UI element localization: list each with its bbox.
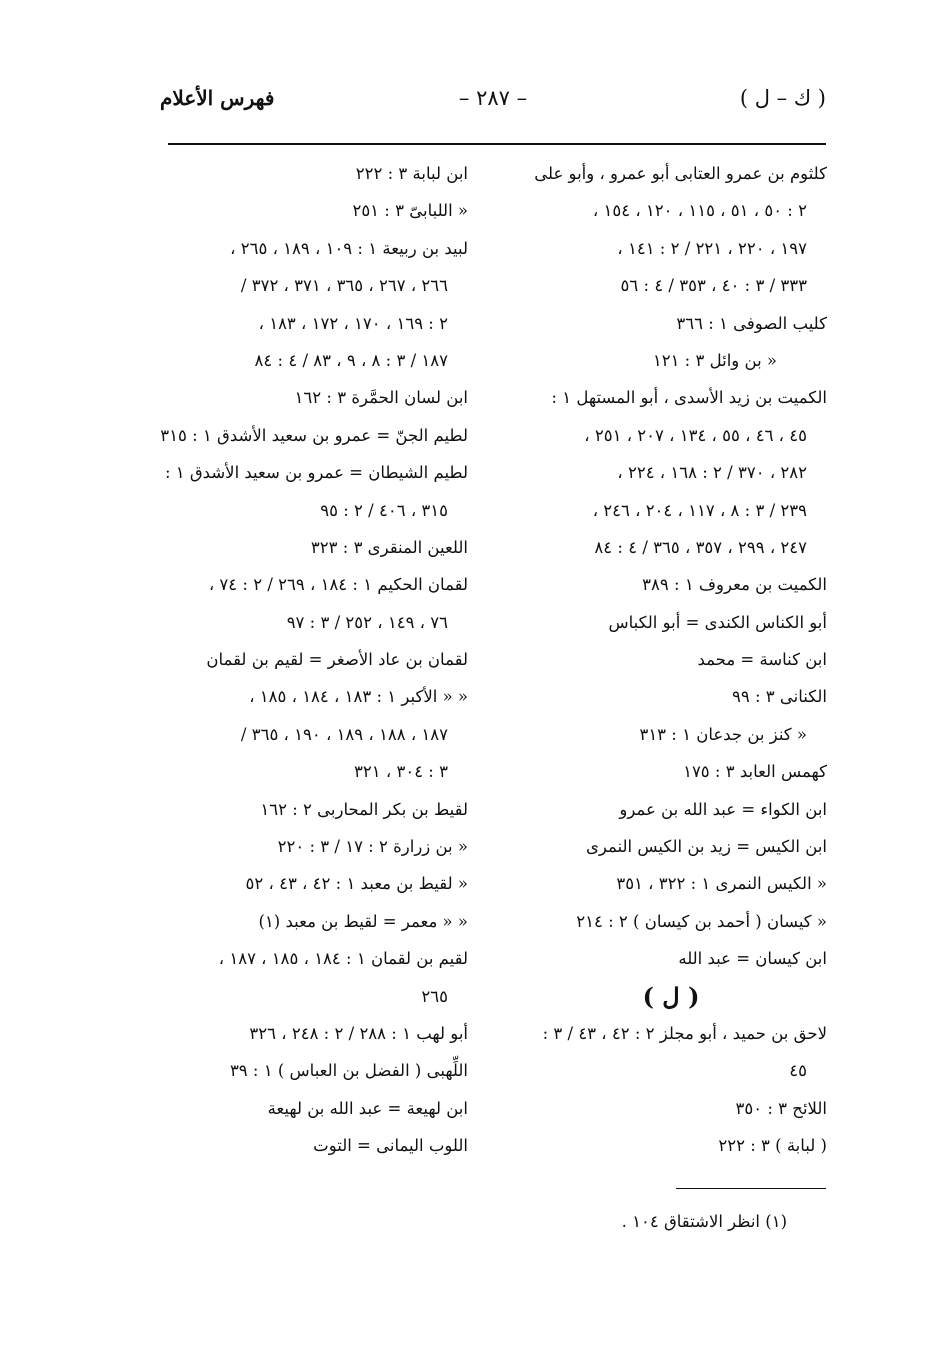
index-entry: ٧٦ ، ١٤٩ ، ٢٥٢ / ٣ : ٩٧ — [286, 612, 448, 632]
index-entry: لقمان بن عاد الأصغر = لقيم بن لقمان — [206, 650, 468, 670]
index-title: فهرس الأعلام — [160, 86, 275, 110]
index-entry: ١٨٧ ، ١٨٨ ، ١٨٩ ، ١٩٠ ، ٣٦٥ / — [240, 724, 448, 744]
index-entry: كليب الصوفى ١ : ٣٦٦ — [676, 313, 827, 333]
index-entry: لقيط بن بكر المحاربى ٢ : ١٦٢ — [260, 799, 468, 819]
index-entry: اللعين المنقرى ٣ : ٣٢٣ — [310, 537, 468, 557]
index-entry: ٢٣٩ / ٣ : ٨ ، ١١٧ ، ٢٠٤ ، ٢٤٦ ، — [592, 500, 807, 520]
index-entry: ابن الكواء = عبد الله بن عمرو — [619, 799, 827, 819]
footnote: (١) انظر الاشتقاق ١٠٤ . — [621, 1212, 787, 1231]
index-entry: ابن كيسان = عبد الله — [678, 949, 827, 969]
index-column-left — [156, 155, 468, 1165]
footnote-rule — [676, 1188, 826, 1189]
index-entry: ٣٣٣ / ٣ : ٤٠ ، ٣٥٣ / ٤ : ٥٦ — [620, 276, 807, 296]
index-entry: ١٩٧ ، ٢٢٠ ، ٢٢١ / ٢ : ١٤١ ، — [617, 238, 807, 258]
index-entry: أبو الكناس الكندى = أبو الكباس — [608, 612, 827, 632]
index-entry: لطيم الجنّ = عمرو بن سعيد الأشدق ١ : ٣١٥ — [160, 425, 468, 445]
index-entry: ٢٤٧ ، ٢٩٩ ، ٣٥٧ ، ٣٦٥ / ٤ : ٨٤ — [594, 537, 807, 557]
index-entry: لقيم بن لقمان ١ : ١٨٤ ، ١٨٥ ، ١٨٧ ، — [218, 949, 468, 969]
index-entry: اللِّهبى ( الفضل بن العباس ) ١ : ٣٩ — [229, 1061, 468, 1081]
index-entry: ٤٥ ، ٤٦ ، ٥٥ ، ١٣٤ ، ٢٠٧ ، ٢٥١ ، — [584, 425, 807, 445]
index-entry: لقمان الحكيم ١ : ١٨٤ ، ٢٦٩ / ٢ : ٧٤ ، — [208, 575, 468, 595]
index-entry: « لقيط بن معبد ١ : ٤٢ ، ٤٣ ، ٥٢ — [245, 874, 468, 894]
index-entry: أبو لهب ١ : ٢٨٨ / ٢ : ٢٤٨ ، ٣٢٦ — [249, 1023, 468, 1043]
index-entry: ( ل ) — [642, 981, 700, 1011]
index-entry: اللوب اليمانى = التوت — [313, 1136, 468, 1156]
index-entry: ابن لهيعة = عبد الله بن لهيعة — [267, 1098, 468, 1118]
index-entry: « اللبابىّ ٣ : ٢٥١ — [352, 201, 468, 221]
index-entry: الكنانى ٣ : ٩٩ — [732, 687, 827, 707]
index-entry: اللائح ٣ : ٣٥٠ — [735, 1098, 827, 1118]
index-entry: لبيد بن ربيعة ١ : ١٠٩ ، ١٨٩ ، ٢٦٥ ، — [230, 238, 468, 258]
section-label: ( ك – ل ) — [739, 86, 826, 110]
index-entry: « « معمر = لقيط بن معبد (١) — [258, 911, 468, 931]
index-entry: ابن لبابة ٣ : ٢٢٢ — [355, 164, 468, 183]
index-entry: ابن لسان الحمَّرة ٣ : ١٦٢ — [294, 388, 468, 408]
index-entry: ٢٦٦ ، ٢٦٧ ، ٣٦٥ ، ٣٧١ ، ٣٧٢ / — [240, 276, 448, 296]
page-number: – ٢٨٧ – — [458, 86, 528, 110]
index-entry: الكميت بن معروف ١ : ٣٨٩ — [642, 575, 827, 595]
index-entry: ١٨٧ / ٣ : ٨ ، ٩ ، ٨٣ / ٤ : ٨٤ — [254, 350, 448, 370]
index-entry: ( لبابة ) ٣ : ٢٢٢ — [718, 1136, 827, 1156]
index-entry: لطيم الشيطان = عمرو بن سعيد الأشدق ١ : — [164, 463, 468, 483]
index-entry: ٤٥ — [789, 1061, 807, 1081]
index-entry: لاحق بن حميد ، أبو مجلز ٢ : ٤٢ ، ٤٣ / ٣ : — [542, 1023, 827, 1043]
index-entry: الكميت بن زيد الأسدى ، أبو المستهل ١ : — [551, 388, 827, 408]
index-entry: « « الأكبر ١ : ١٨٣ ، ١٨٤ ، ١٨٥ ، — [249, 687, 468, 707]
index-entry: كهمس العابد ٣ : ١٧٥ — [683, 762, 827, 782]
index-column-right — [515, 155, 827, 1165]
index-entry: « كنز بن جدعان ١ : ٣١٣ — [639, 724, 807, 744]
index-entry: ٢٦٥ — [421, 986, 448, 1006]
index-entry: ٣١٥ ، ٤٠٦ / ٢ : ٩٥ — [320, 500, 448, 520]
index-entry: ابن كناسة = محمد — [697, 650, 827, 670]
running-header — [160, 86, 826, 120]
index-entry: ٢ : ٥٠ ، ٥١ ، ١١٥ ، ١٢٠ ، ١٥٤ ، — [592, 201, 807, 221]
index-entry: ٢ : ١٦٩ ، ١٧٠ ، ١٧٢ ، ١٨٣ ، — [258, 313, 448, 333]
index-entry: ٣ : ٣٠٤ ، ٣٢١ — [354, 762, 448, 782]
index-entry: كلثوم بن عمرو العتابى أبو عمرو ، وأبو على — [534, 164, 827, 183]
index-entry: ابن الكيس = زيد بن الكيس النمرى — [585, 837, 827, 857]
index-entry: « كيسان ( أحمد بن كيسان ) ٢ : ٢١٤ — [576, 911, 827, 931]
index-entry: « بن وائل ٣ : ١٢١ — [652, 350, 777, 370]
header-rule — [168, 143, 826, 145]
index-entry: « بن زرارة ٢ : ١٧ / ٣ : ٢٢٠ — [277, 837, 468, 857]
index-entry: « الكيس النمرى ١ : ٣٢٢ ، ٣٥١ — [616, 874, 827, 894]
index-entry: ٢٨٢ ، ٣٧٠ / ٢ : ١٦٨ ، ٢٢٤ ، — [617, 463, 807, 483]
